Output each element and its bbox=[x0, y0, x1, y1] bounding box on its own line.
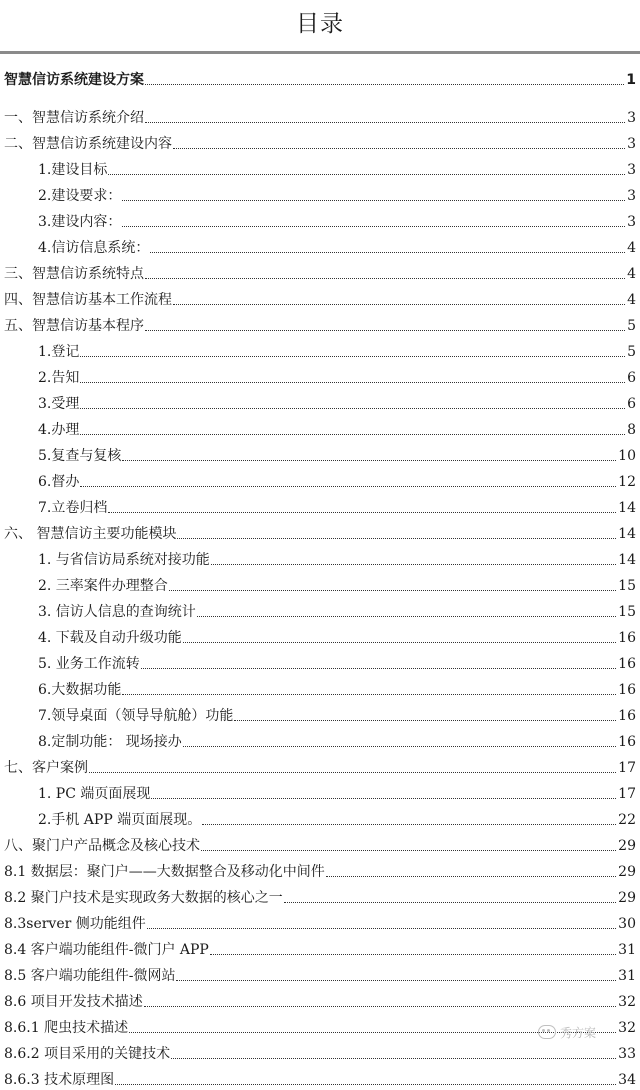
toc-entry-page: 29 bbox=[618, 864, 636, 880]
toc-entry-page: 3 bbox=[627, 214, 636, 230]
toc-leader-dots bbox=[141, 668, 616, 669]
toc-entry-label: 5.复查与复核 bbox=[38, 448, 122, 464]
toc-entry[interactable] bbox=[0, 778, 640, 804]
toc-leader-dots bbox=[177, 538, 616, 539]
toc-entry-page: 15 bbox=[618, 578, 636, 594]
toc-entry-label: 一、智慧信访系统介绍 bbox=[4, 110, 144, 126]
toc-entry-label: 4.信访信息系统： bbox=[38, 240, 150, 256]
toc-entry[interactable] bbox=[0, 336, 640, 362]
toc-entry[interactable] bbox=[0, 362, 640, 388]
toc-entry[interactable] bbox=[0, 180, 640, 206]
toc-leader-dots bbox=[210, 954, 616, 955]
toc-entry-page: 4 bbox=[627, 240, 636, 256]
toc-entry[interactable] bbox=[0, 960, 640, 986]
toc-entry[interactable] bbox=[0, 830, 640, 856]
toc-entry[interactable] bbox=[0, 388, 640, 414]
toc-entry[interactable] bbox=[0, 232, 640, 258]
toc-entry[interactable] bbox=[0, 154, 640, 180]
toc-leader-dots bbox=[284, 902, 616, 903]
toc-entry-page: 3 bbox=[627, 162, 636, 178]
toc-entry[interactable] bbox=[0, 570, 640, 596]
toc-entry-label: 1. 与省信访局系统对接功能 bbox=[38, 552, 210, 568]
toc-entry-page: 12 bbox=[618, 474, 636, 490]
toc-entry[interactable] bbox=[0, 752, 640, 778]
toc-entry[interactable] bbox=[0, 804, 640, 830]
toc-entry[interactable] bbox=[0, 128, 640, 154]
toc-leader-dots bbox=[80, 486, 616, 487]
toc-leader-dots bbox=[176, 980, 616, 981]
toc-leader-dots bbox=[144, 1006, 616, 1007]
toc-entry-label: 8.6 项目开发技术描述 bbox=[4, 994, 143, 1010]
toc-leader-dots bbox=[108, 512, 616, 513]
toc-entry[interactable] bbox=[0, 206, 640, 232]
toc-entry-label: 4.办理 bbox=[38, 422, 80, 438]
toc-entry[interactable] bbox=[0, 882, 640, 908]
toc-entry-label: 8.6.2 项目采用的关键技术 bbox=[4, 1046, 171, 1062]
toc-entry[interactable] bbox=[0, 258, 640, 284]
toc-entry[interactable] bbox=[0, 700, 640, 726]
toc-entry-page: 6 bbox=[627, 396, 636, 412]
toc-entry-label: 二、智慧信访系统建设内容 bbox=[4, 136, 172, 152]
toc-entry-label: 8.定制功能： 现场接办 bbox=[38, 734, 182, 750]
toc-leader-dots bbox=[169, 590, 616, 591]
toc-entry-label: 8.6.3 技术原理图 bbox=[4, 1072, 115, 1088]
toc-entry-label: 3.建设内容： bbox=[38, 214, 122, 230]
toc-entry[interactable] bbox=[0, 102, 640, 128]
toc-leader-dots bbox=[183, 642, 616, 643]
toc-entry[interactable] bbox=[0, 622, 640, 648]
toc-leader-dots bbox=[150, 252, 625, 253]
toc-entry[interactable] bbox=[0, 64, 640, 90]
toc-entry-page: 32 bbox=[618, 1020, 636, 1036]
toc-entry-label: 七、客户案例 bbox=[4, 760, 88, 776]
toc-leader-dots bbox=[122, 460, 616, 461]
toc-entry[interactable] bbox=[0, 544, 640, 570]
toc-entry-page: 33 bbox=[618, 1046, 636, 1062]
toc-entry[interactable] bbox=[0, 908, 640, 934]
toc-entry-page: 16 bbox=[618, 682, 636, 698]
title-divider bbox=[0, 51, 640, 54]
toc-entry-page: 29 bbox=[618, 890, 636, 906]
toc-entry-page: 14 bbox=[618, 552, 636, 568]
toc-leader-dots bbox=[326, 876, 616, 877]
toc-entry-page: 15 bbox=[618, 604, 636, 620]
toc-entry[interactable] bbox=[0, 310, 640, 336]
wechat-icon bbox=[538, 1025, 556, 1039]
page-title: 目录 bbox=[296, 11, 344, 37]
toc-entry-page: 5 bbox=[627, 344, 636, 360]
toc-entry-page: 5 bbox=[627, 318, 636, 334]
toc-entry[interactable] bbox=[0, 518, 640, 544]
toc-entry-page: 34 bbox=[618, 1072, 636, 1088]
toc-entry-page: 14 bbox=[618, 500, 636, 516]
toc-entry-label: 八、聚门户产品概念及核心技术 bbox=[4, 838, 200, 854]
toc-entry[interactable] bbox=[0, 726, 640, 752]
toc-entry-page: 16 bbox=[618, 630, 636, 646]
toc-entry-label: 8.4 客户端功能组件-微门户 APP bbox=[4, 942, 209, 958]
toc-entry-label: 1.建设目标 bbox=[38, 162, 108, 178]
toc-entry-label: 2.告知 bbox=[38, 370, 80, 386]
toc-entry[interactable] bbox=[0, 1064, 640, 1090]
toc-entry-label: 3. 信访人信息的查询统计 bbox=[38, 604, 196, 620]
toc-entry-label: 五、智慧信访基本程序 bbox=[4, 318, 144, 334]
toc-entry-page: 31 bbox=[618, 968, 636, 984]
toc-entry-label: 6.督办 bbox=[38, 474, 80, 490]
toc-entry-label: 4. 下载及自动升级功能 bbox=[38, 630, 182, 646]
toc-entry-page: 32 bbox=[618, 994, 636, 1010]
toc-entry[interactable] bbox=[0, 440, 640, 466]
toc-entry-label: 7.立卷归档 bbox=[38, 500, 108, 516]
toc-leader-dots bbox=[145, 84, 624, 85]
toc-leader-dots bbox=[145, 278, 625, 279]
toc-entry-page: 6 bbox=[627, 370, 636, 386]
toc-leader-dots bbox=[211, 564, 616, 565]
toc-entry-label: 7.领导桌面（领导导航舱）功能 bbox=[38, 708, 234, 724]
toc-leader-dots bbox=[80, 434, 625, 435]
toc-entry-page: 16 bbox=[618, 734, 636, 750]
toc-leader-dots bbox=[173, 304, 625, 305]
toc-entry-label: 6.大数据功能 bbox=[38, 682, 122, 698]
toc-entry-label: 1. PC 端页面展现 bbox=[38, 786, 151, 802]
toc-leader-dots bbox=[197, 616, 616, 617]
watermark-text: 秀方案 bbox=[560, 1025, 597, 1040]
toc-entry-label: 智慧信访系统建设方案 bbox=[4, 72, 144, 88]
toc-entry-label: 5. 业务工作流转 bbox=[38, 656, 140, 672]
toc-entry-page: 17 bbox=[618, 760, 636, 776]
toc-entry[interactable] bbox=[0, 934, 640, 960]
toc-leader-dots bbox=[80, 408, 625, 409]
toc-entry[interactable] bbox=[0, 596, 640, 622]
toc-entry-page: 22 bbox=[618, 812, 636, 828]
toc-leader-dots bbox=[183, 746, 616, 747]
toc-entry[interactable] bbox=[0, 648, 640, 674]
toc-entry[interactable] bbox=[0, 856, 640, 882]
toc-entry-label: 四、智慧信访基本工作流程 bbox=[4, 292, 172, 308]
toc-entry-label: 8.1 数据层：聚门户——大数据整合及移动化中间件 bbox=[4, 864, 325, 880]
toc-entry-label: 8.6.1 爬虫技术描述 bbox=[4, 1020, 129, 1036]
toc-leader-dots bbox=[234, 720, 616, 721]
toc-entry[interactable] bbox=[0, 986, 640, 1012]
toc-entry-page: 10 bbox=[618, 448, 636, 464]
toc-leader-dots bbox=[122, 226, 625, 227]
toc-leader-dots bbox=[122, 694, 616, 695]
toc-leader-dots bbox=[147, 928, 616, 929]
toc-leader-dots bbox=[151, 798, 616, 799]
toc-entry-page: 3 bbox=[627, 110, 636, 126]
toc-leader-dots bbox=[80, 382, 625, 383]
toc-entry-label: 1.登记 bbox=[38, 344, 80, 360]
toc-entry-label: 三、智慧信访系统特点 bbox=[4, 266, 144, 282]
toc-entry-page: 30 bbox=[618, 916, 636, 932]
toc-entry-page: 17 bbox=[618, 786, 636, 802]
toc-leader-dots bbox=[173, 148, 625, 149]
toc-leader-dots bbox=[122, 200, 625, 201]
toc-leader-dots bbox=[115, 1084, 616, 1085]
toc-entry-label: 2. 三率案件办理整合 bbox=[38, 578, 168, 594]
toc-entry-label: 8.2 聚门户技术是实现政务大数据的核心之一 bbox=[4, 890, 283, 906]
toc-leader-dots bbox=[145, 330, 625, 331]
toc-entry-label: 8.3server 侧功能组件 bbox=[4, 916, 146, 932]
toc-entry-page: 3 bbox=[627, 136, 636, 152]
toc-entry-page: 3 bbox=[627, 188, 636, 204]
toc-entry-page: 1 bbox=[626, 72, 636, 88]
toc-entry-page: 8 bbox=[627, 422, 636, 438]
toc-entry-page: 4 bbox=[627, 292, 636, 308]
toc-entry-label: 六、 智慧信访主要功能模块 bbox=[4, 526, 177, 542]
toc-leader-dots bbox=[89, 772, 616, 773]
toc-leader-dots bbox=[201, 850, 616, 851]
toc-entry-page: 29 bbox=[618, 838, 636, 854]
toc-leader-dots bbox=[145, 122, 625, 123]
toc-entry[interactable] bbox=[0, 492, 640, 518]
toc-leader-dots bbox=[171, 1058, 616, 1059]
toc-entry-page: 4 bbox=[627, 266, 636, 282]
toc-entry-page: 14 bbox=[618, 526, 636, 542]
toc-entry-page: 16 bbox=[618, 708, 636, 724]
toc-entry-label: 3.受理 bbox=[38, 396, 80, 412]
toc-entry[interactable] bbox=[0, 284, 640, 310]
toc-leader-dots bbox=[108, 174, 625, 175]
toc-entry[interactable] bbox=[0, 466, 640, 492]
toc-entry-label: 2.建设要求： bbox=[38, 188, 122, 204]
toc-entry[interactable] bbox=[0, 414, 640, 440]
toc-leader-dots bbox=[80, 356, 625, 357]
toc-leader-dots bbox=[202, 824, 616, 825]
toc-entry-page: 31 bbox=[618, 942, 636, 958]
toc-entry-label: 2.手机 APP 端页面展现。 bbox=[38, 812, 202, 828]
watermark bbox=[538, 1022, 596, 1042]
toc-entry-page: 16 bbox=[618, 656, 636, 672]
toc-entry-label: 8.5 客户端功能组件-微网站 bbox=[4, 968, 176, 984]
toc-entry[interactable] bbox=[0, 674, 640, 700]
